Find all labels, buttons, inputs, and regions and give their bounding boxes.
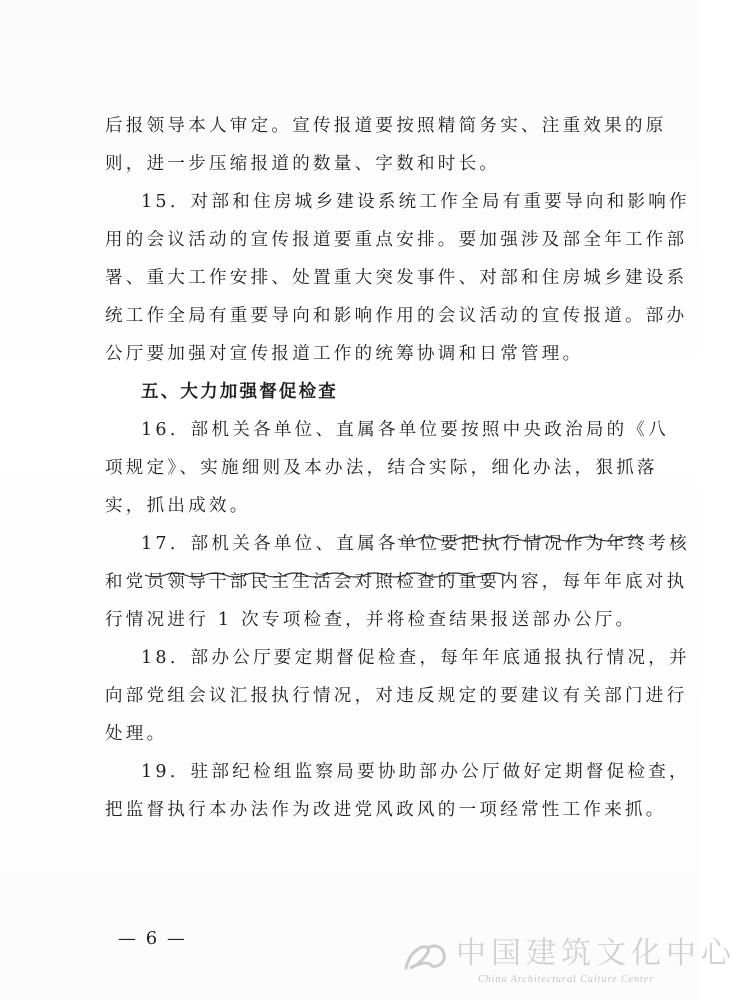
text-line: 实，抓出成效。	[105, 496, 251, 516]
text-line: 项规定》、实施细则及本办法，结合实际，细化办法，狠抓落	[105, 458, 658, 478]
text-line: 把监督执行本办法作为改进党风政风的一项经常性工作来抓。	[105, 800, 667, 820]
text-line: 后报领导本人审定。宣传报道要按照精简务实、注重效果的原	[105, 116, 667, 136]
page-number: — 6 —	[118, 928, 187, 949]
watermark-logo-icon	[398, 938, 452, 978]
text-line: 19．驻部纪检组监察局要协助部办公厅做好定期督促检查，	[141, 762, 690, 782]
text-line: 15．对部和住房城乡建设系统工作全局有重要导向和影响作	[141, 192, 690, 212]
watermark-name-en: China Architectural Culture Center	[478, 974, 655, 985]
text-line: 统工作全局有重要导向和影响作用的会议活动的宣传报道。部办	[105, 306, 688, 326]
watermark	[398, 936, 736, 992]
text-line: 署、重大工作安排、处置重大突发事件、对部和住房城乡建设系	[105, 268, 688, 288]
text-line: 向部党组会议汇报执行情况，对违反规定的要建议有关部门进行	[105, 686, 688, 706]
text-line: 和党员领导干部民主生活会对照检查的重要内容，每年年底对执	[105, 572, 688, 592]
text-line: 18．部办公厅要定期督促检查，每年年底通报执行情况，并	[141, 648, 690, 668]
text-line: 16．部机关各单位、直属各单位要按照中央政治局的《八	[141, 420, 670, 440]
text-line: 公厅要加强对宣传报道工作的统筹协调和日常管理。	[105, 344, 584, 364]
watermark-name-cn: 中国建筑文化中心	[456, 936, 736, 971]
section-heading: 五、大力加强督促检查	[141, 382, 338, 402]
text-line: 则，进一步压缩报道的数量、字数和时长。	[105, 154, 501, 174]
text-line: 处理。	[105, 724, 168, 744]
text-line: 用的会议活动的宣传报道要重点安排。要加强涉及部全年工作部	[105, 230, 688, 250]
text-line: 17．部机关各单位、直属各单位要把执行情况作为年终考核	[141, 534, 690, 554]
text-line: 行情况进行 1 次专项检查，并将检查结果报送部办公厅。	[105, 610, 637, 630]
